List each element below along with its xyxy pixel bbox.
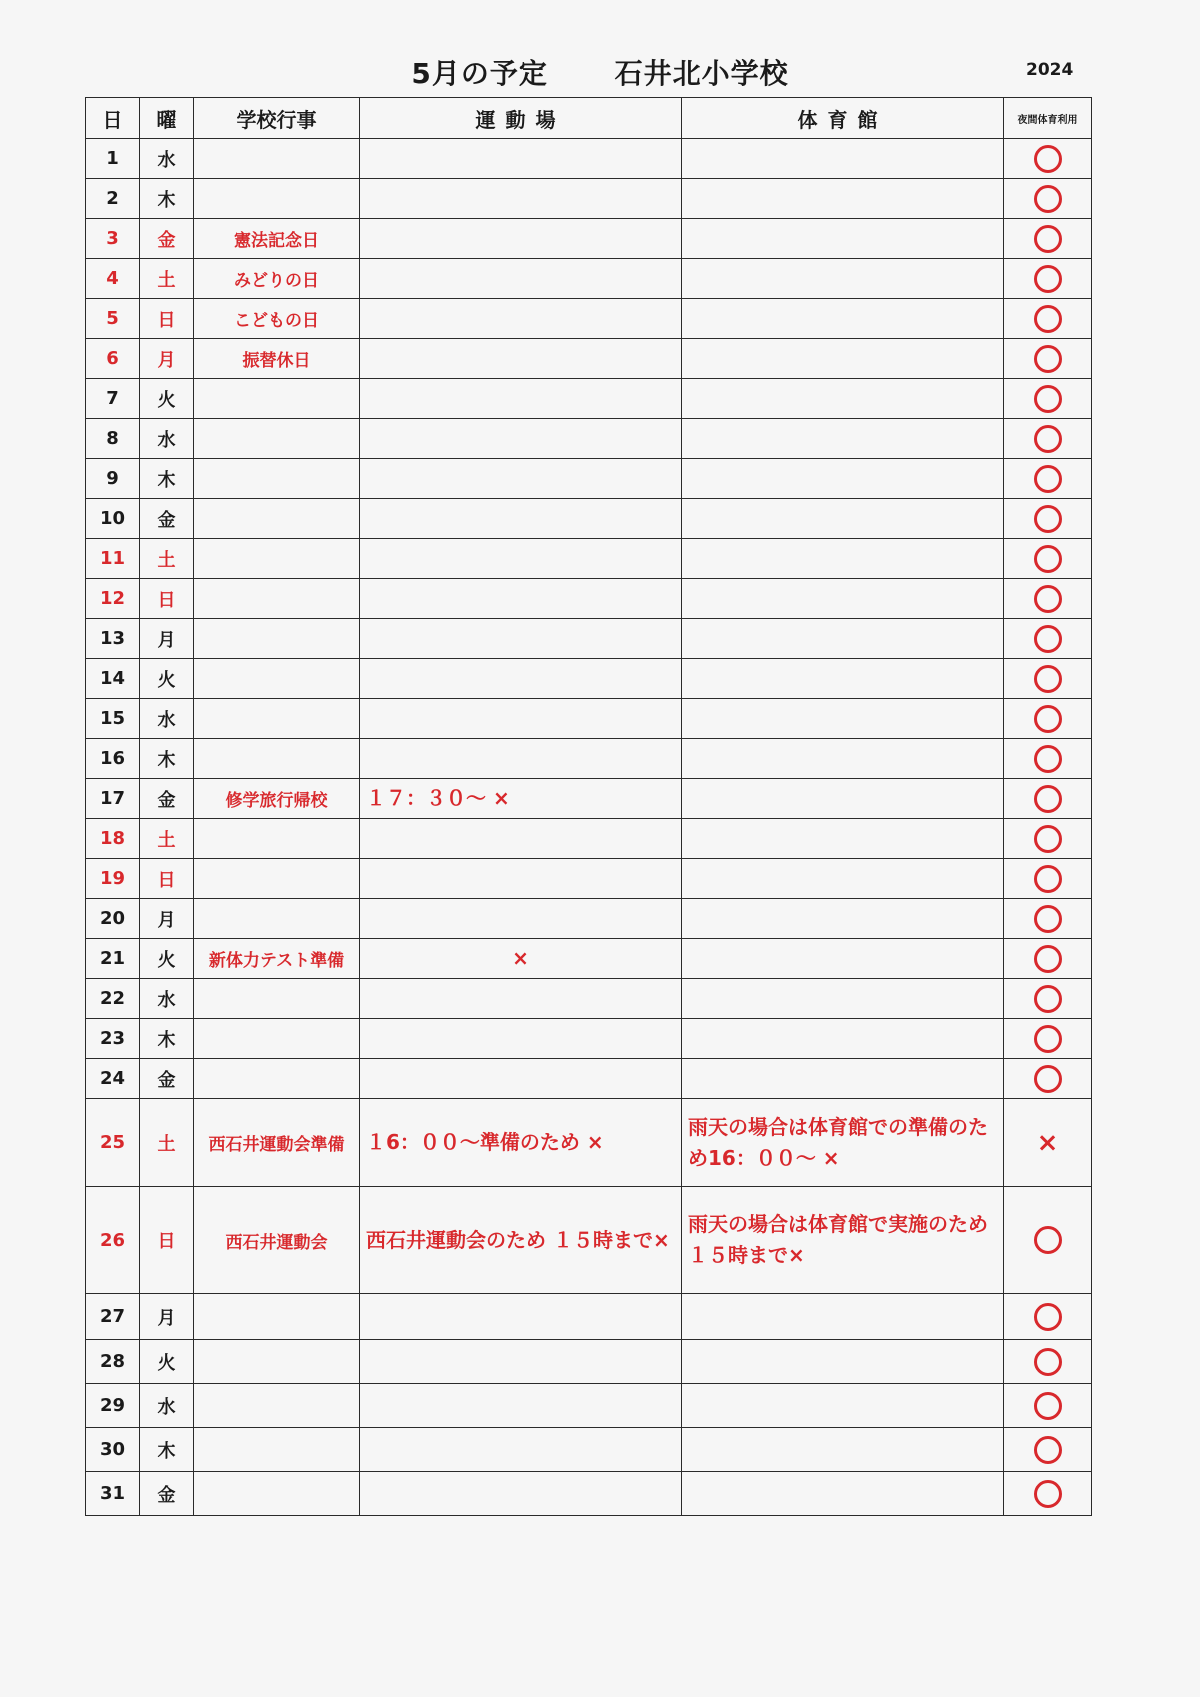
event-cell: 修学旅行帰校 (194, 779, 360, 819)
event-cell (194, 539, 360, 579)
night-gym-cell (1004, 819, 1092, 859)
event-cell: 憲法記念日 (194, 219, 360, 259)
night-gym-cell (1004, 939, 1092, 979)
table-row (86, 179, 1092, 219)
header-day: 日 (86, 98, 140, 139)
ground-cell (360, 1384, 682, 1428)
day-cell: 23 (86, 1019, 140, 1059)
gym-cell (682, 459, 1004, 499)
dow-cell: 火 (140, 1340, 194, 1384)
day-cell: 2 (86, 179, 140, 219)
gym-cell (682, 379, 1004, 419)
gym-cell (682, 859, 1004, 899)
event-cell: みどりの日 (194, 259, 360, 299)
dow-cell: 日 (140, 579, 194, 619)
day-cell: 26 (86, 1187, 140, 1294)
gym-cell (682, 939, 1004, 979)
table-row (86, 619, 1092, 659)
dow-cell: 金 (140, 499, 194, 539)
night-gym-cell (1004, 979, 1092, 1019)
header-night-gym: 夜間体育利用 (1004, 98, 1092, 139)
day-cell: 6 (86, 339, 140, 379)
available-circle-icon (1034, 1303, 1062, 1331)
table-row (86, 1059, 1092, 1099)
event-cell (194, 459, 360, 499)
night-gym-cell (1004, 739, 1092, 779)
table-row (86, 1294, 1092, 1340)
table-row (86, 299, 1092, 339)
available-circle-icon (1034, 1065, 1062, 1093)
event-cell (194, 739, 360, 779)
event-cell: こどもの日 (194, 299, 360, 339)
event-cell: 西石井運動会 (194, 1187, 360, 1294)
event-cell (194, 979, 360, 1019)
day-cell: 18 (86, 819, 140, 859)
day-cell: 31 (86, 1472, 140, 1516)
table-row (86, 779, 1092, 819)
table-row (86, 659, 1092, 699)
table-row (86, 379, 1092, 419)
header-dow: 曜 (140, 98, 194, 139)
unavailable-cross-icon: × (1036, 1127, 1059, 1158)
night-gym-cell (1004, 859, 1092, 899)
night-gym-cell (1004, 779, 1092, 819)
day-cell: 20 (86, 899, 140, 939)
night-gym-cell (1004, 259, 1092, 299)
ground-cell (360, 459, 682, 499)
ground-cell (360, 819, 682, 859)
available-circle-icon (1034, 945, 1062, 973)
day-cell: 8 (86, 419, 140, 459)
day-cell: 19 (86, 859, 140, 899)
ground-cell (360, 179, 682, 219)
ground-cell (360, 1019, 682, 1059)
table-row (86, 1019, 1092, 1059)
day-cell: 25 (86, 1099, 140, 1187)
night-gym-cell (1004, 499, 1092, 539)
table-row (86, 499, 1092, 539)
night-gym-cell (1004, 419, 1092, 459)
available-circle-icon (1034, 305, 1062, 333)
ground-cell (360, 259, 682, 299)
gym-cell (682, 299, 1004, 339)
ground-cell (360, 339, 682, 379)
day-cell: 24 (86, 1059, 140, 1099)
available-circle-icon (1034, 225, 1062, 253)
available-circle-icon (1034, 825, 1062, 853)
day-cell: 14 (86, 659, 140, 699)
available-circle-icon (1034, 545, 1062, 573)
day-cell: 11 (86, 539, 140, 579)
night-gym-cell (1004, 1099, 1092, 1187)
available-circle-icon (1034, 1226, 1062, 1254)
event-cell (194, 1059, 360, 1099)
night-gym-cell (1004, 459, 1092, 499)
ground-cell (360, 739, 682, 779)
available-circle-icon (1034, 385, 1062, 413)
header-ground: 運動場 (360, 98, 682, 139)
day-cell: 17 (86, 779, 140, 819)
table-row (86, 139, 1092, 179)
event-cell (194, 659, 360, 699)
table-row (86, 539, 1092, 579)
night-gym-cell (1004, 1294, 1092, 1340)
gym-cell (682, 339, 1004, 379)
ground-cell (360, 659, 682, 699)
table-row (86, 739, 1092, 779)
gym-cell (682, 259, 1004, 299)
day-cell: 28 (86, 1340, 140, 1384)
gym-cell (682, 739, 1004, 779)
gym-cell (682, 1059, 1004, 1099)
dow-cell: 土 (140, 1099, 194, 1187)
night-gym-cell (1004, 1472, 1092, 1516)
month-title: 5月の予定 (411, 57, 548, 90)
available-circle-icon (1034, 1436, 1062, 1464)
available-circle-icon (1034, 345, 1062, 373)
dow-cell: 金 (140, 1472, 194, 1516)
day-cell: 30 (86, 1428, 140, 1472)
ground-cell (360, 299, 682, 339)
gym-cell (682, 1340, 1004, 1384)
night-gym-cell (1004, 579, 1092, 619)
table-row (86, 339, 1092, 379)
ground-cell (360, 1059, 682, 1099)
table-row (86, 1187, 1092, 1294)
night-gym-cell (1004, 1384, 1092, 1428)
dow-cell: 金 (140, 219, 194, 259)
day-cell: 15 (86, 699, 140, 739)
ground-cell (360, 219, 682, 259)
ground-cell (360, 979, 682, 1019)
available-circle-icon (1034, 625, 1062, 653)
dow-cell: 土 (140, 819, 194, 859)
gym-cell (682, 139, 1004, 179)
available-circle-icon (1034, 425, 1062, 453)
header-gym: 体育館 (682, 98, 1004, 139)
available-circle-icon (1034, 705, 1062, 733)
ground-cell (360, 499, 682, 539)
gym-cell (682, 1472, 1004, 1516)
ground-cell (360, 699, 682, 739)
ground-cell (360, 1472, 682, 1516)
event-cell (194, 579, 360, 619)
dow-cell: 木 (140, 1019, 194, 1059)
gym-cell (682, 179, 1004, 219)
ground-cell (360, 1428, 682, 1472)
dow-cell: 月 (140, 619, 194, 659)
gym-cell (682, 819, 1004, 859)
school-name: 石井北小学校 (614, 57, 789, 90)
ground-cell (360, 1294, 682, 1340)
event-cell (194, 899, 360, 939)
gym-cell (682, 1294, 1004, 1340)
event-cell (194, 419, 360, 459)
ground-cell (360, 419, 682, 459)
event-cell (194, 379, 360, 419)
night-gym-cell (1004, 299, 1092, 339)
day-cell: 1 (86, 139, 140, 179)
ground-cell (360, 619, 682, 659)
table-row (86, 1340, 1092, 1384)
available-circle-icon (1034, 265, 1062, 293)
dow-cell: 火 (140, 659, 194, 699)
table-row (86, 979, 1092, 1019)
table-row (86, 459, 1092, 499)
night-gym-cell (1004, 379, 1092, 419)
night-gym-cell (1004, 1428, 1092, 1472)
available-circle-icon (1034, 185, 1062, 213)
schedule-table (85, 97, 1092, 1516)
header-row (86, 98, 1092, 139)
gym-cell (682, 619, 1004, 659)
night-gym-cell (1004, 219, 1092, 259)
gym-cell (682, 659, 1004, 699)
dow-cell: 火 (140, 379, 194, 419)
available-circle-icon (1034, 785, 1062, 813)
dow-cell: 月 (140, 1294, 194, 1340)
night-gym-cell (1004, 339, 1092, 379)
day-cell: 21 (86, 939, 140, 979)
night-gym-cell (1004, 659, 1092, 699)
table-row (86, 1099, 1092, 1187)
available-circle-icon (1034, 585, 1062, 613)
night-gym-cell (1004, 179, 1092, 219)
event-cell: 振替休日 (194, 339, 360, 379)
dow-cell: 日 (140, 1187, 194, 1294)
dow-cell: 月 (140, 339, 194, 379)
gym-cell: 雨天の場合は体育館での準備のため16：００～ × (682, 1099, 1004, 1187)
day-cell: 29 (86, 1384, 140, 1428)
dow-cell: 水 (140, 139, 194, 179)
ground-cell: × (360, 939, 682, 979)
ground-cell (360, 899, 682, 939)
ground-cell: １6：００～準備のため × (360, 1099, 682, 1187)
gym-cell (682, 579, 1004, 619)
table-row (86, 219, 1092, 259)
table-row (86, 819, 1092, 859)
gym-cell: 雨天の場合は体育館で実施のため １５時まで× (682, 1187, 1004, 1294)
dow-cell: 金 (140, 1059, 194, 1099)
day-cell: 7 (86, 379, 140, 419)
header-event: 学校行事 (194, 98, 360, 139)
dow-cell: 日 (140, 859, 194, 899)
dow-cell: 火 (140, 939, 194, 979)
dow-cell: 金 (140, 779, 194, 819)
gym-cell (682, 779, 1004, 819)
day-cell: 9 (86, 459, 140, 499)
event-cell (194, 179, 360, 219)
dow-cell: 木 (140, 739, 194, 779)
table-row (86, 419, 1092, 459)
dow-cell: 土 (140, 259, 194, 299)
dow-cell: 木 (140, 459, 194, 499)
gym-cell (682, 899, 1004, 939)
day-cell: 3 (86, 219, 140, 259)
event-cell (194, 1019, 360, 1059)
table-row (86, 699, 1092, 739)
ground-cell (360, 139, 682, 179)
gym-cell (682, 539, 1004, 579)
event-cell (194, 1384, 360, 1428)
available-circle-icon (1034, 865, 1062, 893)
night-gym-cell (1004, 1019, 1092, 1059)
night-gym-cell (1004, 1059, 1092, 1099)
available-circle-icon (1034, 465, 1062, 493)
event-cell (194, 619, 360, 659)
dow-cell: 水 (140, 419, 194, 459)
available-circle-icon (1034, 505, 1062, 533)
event-cell (194, 699, 360, 739)
dow-cell: 水 (140, 1384, 194, 1428)
table-row (86, 1472, 1092, 1516)
ground-cell (360, 379, 682, 419)
day-cell: 10 (86, 499, 140, 539)
gym-cell (682, 979, 1004, 1019)
night-gym-cell (1004, 1187, 1092, 1294)
available-circle-icon (1034, 745, 1062, 773)
gym-cell (682, 219, 1004, 259)
table-row (86, 259, 1092, 299)
dow-cell: 木 (140, 1428, 194, 1472)
event-cell (194, 1428, 360, 1472)
event-cell: 新体力テスト準備 (194, 939, 360, 979)
year-label: 2024 (1026, 60, 1074, 80)
ground-cell (360, 859, 682, 899)
event-cell (194, 1340, 360, 1384)
available-circle-icon (1034, 1025, 1062, 1053)
gym-cell (682, 1384, 1004, 1428)
day-cell: 27 (86, 1294, 140, 1340)
day-cell: 16 (86, 739, 140, 779)
night-gym-cell (1004, 699, 1092, 739)
available-circle-icon (1034, 985, 1062, 1013)
available-circle-icon (1034, 1480, 1062, 1508)
ground-cell (360, 1340, 682, 1384)
table-row (86, 579, 1092, 619)
day-cell: 12 (86, 579, 140, 619)
dow-cell: 日 (140, 299, 194, 339)
event-cell (194, 1294, 360, 1340)
day-cell: 13 (86, 619, 140, 659)
available-circle-icon (1034, 665, 1062, 693)
event-cell (194, 819, 360, 859)
event-cell (194, 1472, 360, 1516)
gym-cell (682, 1428, 1004, 1472)
gym-cell (682, 699, 1004, 739)
ground-cell (360, 539, 682, 579)
gym-cell (682, 419, 1004, 459)
event-cell: 西石井運動会準備 (194, 1099, 360, 1187)
night-gym-cell (1004, 619, 1092, 659)
available-circle-icon (1034, 905, 1062, 933)
dow-cell: 水 (140, 979, 194, 1019)
ground-cell: １７：３０～ × (360, 779, 682, 819)
night-gym-cell (1004, 1340, 1092, 1384)
dow-cell: 月 (140, 899, 194, 939)
day-cell: 4 (86, 259, 140, 299)
table-row (86, 1428, 1092, 1472)
ground-cell: 西石井運動会のため １５時まで× (360, 1187, 682, 1294)
available-circle-icon (1034, 1348, 1062, 1376)
table-row (86, 939, 1092, 979)
event-cell (194, 859, 360, 899)
available-circle-icon (1034, 145, 1062, 173)
table-row (86, 859, 1092, 899)
day-cell: 5 (86, 299, 140, 339)
event-cell (194, 139, 360, 179)
gym-cell (682, 499, 1004, 539)
dow-cell: 木 (140, 179, 194, 219)
dow-cell: 水 (140, 699, 194, 739)
schedule-body (86, 139, 1092, 1516)
page-title (0, 52, 1200, 92)
dow-cell: 土 (140, 539, 194, 579)
night-gym-cell (1004, 539, 1092, 579)
day-cell: 22 (86, 979, 140, 1019)
gym-cell (682, 1019, 1004, 1059)
night-gym-cell (1004, 139, 1092, 179)
event-cell (194, 499, 360, 539)
ground-cell (360, 579, 682, 619)
table-row (86, 1384, 1092, 1428)
night-gym-cell (1004, 899, 1092, 939)
table-row (86, 899, 1092, 939)
available-circle-icon (1034, 1392, 1062, 1420)
